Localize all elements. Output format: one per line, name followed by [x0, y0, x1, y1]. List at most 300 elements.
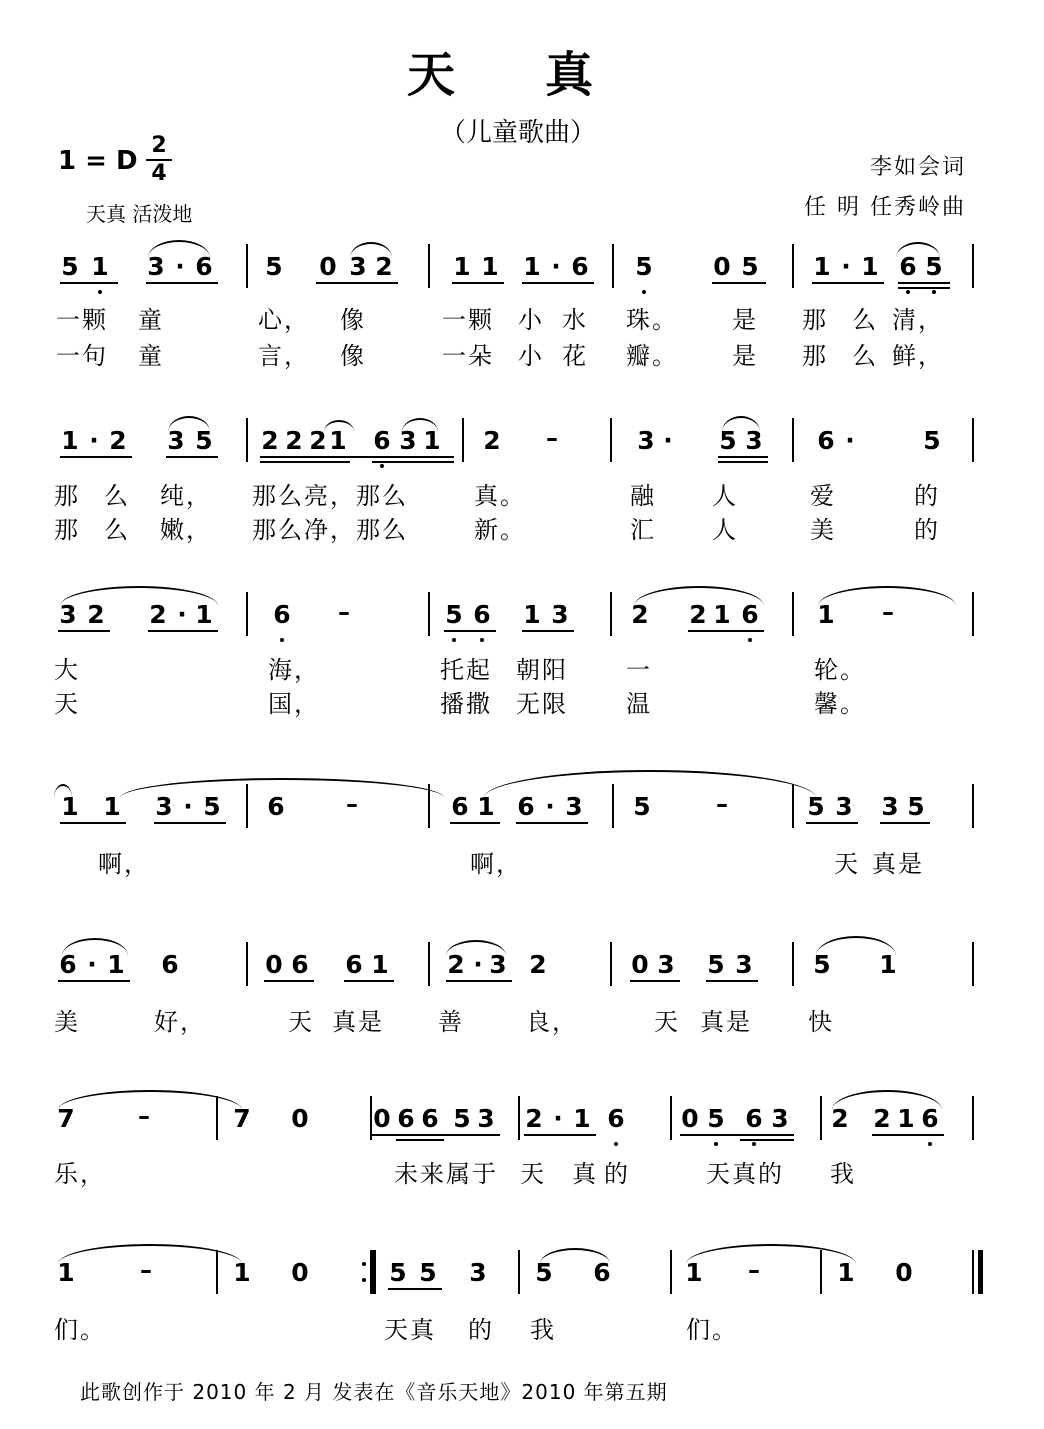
slur-tie [58, 1090, 242, 1110]
bar-line [428, 592, 430, 636]
lyric-verse-2: 么 [104, 516, 130, 544]
note: · [545, 792, 555, 821]
lyric-verse-1: 天 [288, 1008, 314, 1036]
note: 1 [107, 950, 125, 979]
slur-tie [148, 240, 210, 258]
note: 1 [573, 1104, 591, 1133]
beam-underline [706, 980, 758, 982]
note: · [175, 252, 185, 281]
lower-octave-dot [452, 638, 456, 642]
lower-octave-dot [932, 290, 936, 294]
beam-underline [688, 630, 764, 632]
note: · [841, 252, 851, 281]
note: 1 [813, 252, 831, 281]
note: 2 [109, 426, 127, 455]
lyric-verse-1: 未来属于 [394, 1160, 498, 1188]
beam-underline [60, 456, 132, 458]
slur-tie [896, 242, 940, 258]
note: 1 [61, 426, 79, 455]
beam-underline [148, 630, 218, 632]
note: 0 [713, 252, 731, 281]
bar-line [972, 1096, 974, 1140]
bar-line [820, 1096, 822, 1140]
note: 1 [371, 950, 389, 979]
note: 3 [489, 950, 507, 979]
lower-octave-dot [906, 290, 910, 294]
note: 5 [453, 1104, 471, 1133]
note: 6 [59, 950, 77, 979]
slur-tie [816, 936, 896, 956]
note: 0 [319, 252, 337, 281]
lower-octave-dot [98, 290, 102, 294]
note: 5 [741, 252, 759, 281]
beam-underline [872, 1134, 944, 1136]
note: · [87, 950, 97, 979]
lower-octave-dot [380, 464, 384, 468]
lyric-verse-1: 像 [340, 306, 366, 334]
note: 6 [517, 792, 535, 821]
beam-underline [522, 282, 594, 284]
note: 0 [373, 1104, 391, 1133]
lyric-verse-1: 那 [802, 306, 828, 334]
lyric-verse-2: 的 [914, 516, 940, 544]
note: 5 [925, 252, 943, 281]
note: · [89, 426, 99, 455]
slur-tie [540, 1248, 610, 1264]
lyric-verse-2: 天 [54, 690, 80, 718]
note: 6 [741, 600, 759, 629]
key-signature: 1 = D [58, 146, 138, 176]
lyric-verse-2: 播撒 [440, 690, 492, 718]
note: 5 [203, 792, 221, 821]
lyric-verse-1: 一颗 [56, 306, 108, 334]
note: 3 [551, 600, 569, 629]
bar-line [428, 244, 430, 288]
note: 3 [637, 426, 655, 455]
lyric-verse-1: 小 [518, 306, 544, 334]
lower-octave-dot [280, 638, 284, 642]
lyric-verse-1: 真是 [700, 1008, 752, 1036]
beam-underline [146, 282, 218, 284]
beam-underline [516, 822, 588, 824]
note: · [551, 252, 561, 281]
note: 2 [689, 600, 707, 629]
beam-underline [60, 282, 118, 284]
bar-line [792, 244, 794, 288]
bar-line [610, 418, 612, 462]
note: · [183, 792, 193, 821]
lyric-verse-1: 乐， [54, 1160, 106, 1188]
note: 5 [807, 792, 825, 821]
note: 7 [57, 1104, 75, 1133]
beam-underline [446, 980, 512, 982]
lyric-verse-2: 汇 [630, 516, 656, 544]
lyric-verse-2: 像 [340, 342, 366, 370]
bar-line [792, 942, 794, 986]
beam-underline [154, 822, 226, 824]
note: 3 [349, 252, 367, 281]
note: 0 [681, 1104, 699, 1133]
lyric-verse-2: 言， [258, 342, 310, 370]
lyric-verse-2: 童 [138, 342, 164, 370]
lyric-verse-2: 嫩， [160, 516, 212, 544]
bar-line [246, 942, 248, 986]
beam-underline [740, 1139, 794, 1141]
lyric-verse-1: 真是 [332, 1008, 384, 1036]
note: 6 [571, 252, 589, 281]
beam-underline [898, 287, 950, 289]
note: 6 [451, 792, 469, 821]
bar-line [518, 1096, 520, 1140]
song-title: 天真 [406, 47, 683, 103]
lyric-verse-1: 那么亮，那么 [252, 482, 408, 510]
lyric-verse-1: 么 [104, 482, 130, 510]
bar-line [462, 418, 464, 462]
lower-octave-dot [480, 638, 484, 642]
lyric-verse-1: 清， [892, 306, 944, 334]
lower-octave-dot [748, 638, 752, 642]
slur-tie [168, 416, 210, 432]
note: 6 [195, 252, 213, 281]
slur-tie [350, 242, 392, 258]
bar-line [792, 592, 794, 636]
note: 6 [817, 426, 835, 455]
composer-credit: 任 明 任秀岭曲 [804, 195, 966, 220]
tempo-marking: 天真 活泼地 [86, 202, 193, 226]
note: 6 [899, 252, 917, 281]
note: 3 [167, 426, 185, 455]
note-dash: – [338, 598, 350, 626]
slur-tie [446, 940, 506, 956]
lyric-verse-2: 温 [626, 690, 652, 718]
note: 6 [397, 1104, 415, 1133]
note-dash: – [138, 1102, 150, 1130]
note: 2 [285, 426, 303, 455]
note: 5 [707, 950, 725, 979]
lyric-verse-1: 良， [526, 1008, 578, 1036]
lyric-verse-1: 融 [630, 482, 656, 510]
note: 5 [445, 600, 463, 629]
lyric-verse-1: 天 [654, 1008, 680, 1036]
note-dash: – [882, 598, 894, 626]
beam-underline [372, 1134, 500, 1136]
bar-line [518, 1250, 520, 1294]
slur-tie [54, 784, 72, 798]
note: 3 [735, 950, 753, 979]
note: 5 [195, 426, 213, 455]
lyric-verse-1: 天真的 [706, 1160, 784, 1188]
beam-underline [806, 822, 858, 824]
note: 3 [881, 792, 899, 821]
time-signature-bottom: 4 [151, 161, 167, 186]
lyric-verse-1: 轮。 [814, 656, 866, 684]
lyric-verse-2: 一朵 [442, 342, 494, 370]
beam-underline [524, 1134, 596, 1136]
note: 3 [399, 426, 417, 455]
slur-tie [324, 420, 354, 432]
beam-underline [718, 456, 768, 458]
note: 1 [103, 792, 121, 821]
lyric-verse-1: 托起 [440, 656, 492, 684]
lyric-verse-1: 爱 [810, 482, 836, 510]
beam-underline [522, 630, 574, 632]
note: 5 [389, 1258, 407, 1287]
note: 5 [923, 426, 941, 455]
beam-underline [712, 282, 766, 284]
note: 1 [57, 1258, 75, 1287]
beam-underline [264, 980, 314, 982]
lyric-verse-2: 那么净，那么 [252, 516, 408, 544]
lyric-verse-2: 瓣。 [626, 342, 678, 370]
slur-tie [58, 1244, 242, 1264]
lower-octave-dot [928, 1142, 932, 1146]
lyric-verse-1: 的 [604, 1160, 630, 1188]
note: 2 [261, 426, 279, 455]
lyric-verse-1: 的 [468, 1316, 494, 1344]
note: 5 [265, 252, 283, 281]
bar-line [610, 942, 612, 986]
slur-tie [722, 416, 760, 432]
note: 3 [155, 792, 173, 821]
bar-line [612, 244, 614, 288]
lyric-verse-1: 们。 [54, 1316, 106, 1344]
footer-note: 此歌创作于 2010 年 2 月 发表在《音乐天地》2010 年第五期 [80, 1380, 668, 1404]
beam-underline [58, 980, 130, 982]
slur-tie [60, 586, 218, 606]
note-dash: – [716, 790, 728, 818]
lyric-verse-1: 美 [54, 1008, 80, 1036]
beam-underline [260, 456, 454, 458]
lyric-verse-2: 那 [54, 516, 80, 544]
note: 2 [149, 600, 167, 629]
note: 6 [607, 1104, 625, 1133]
slur-tie [120, 778, 444, 798]
lower-octave-dot [642, 290, 646, 294]
beam-underline [166, 456, 218, 458]
lyric-verse-1: 一颗 [442, 306, 494, 334]
lyric-verse-1: 珠。 [626, 306, 678, 334]
bar-line [246, 418, 248, 462]
note: · [177, 600, 187, 629]
note: 5 [61, 252, 79, 281]
note: 0 [895, 1258, 913, 1287]
lyric-verse-1: 啊， [470, 850, 522, 878]
note: 2 [483, 426, 501, 455]
beam-underline [898, 282, 950, 284]
lower-octave-dot [752, 1142, 756, 1146]
note: 6 [593, 1258, 611, 1287]
note: 1 [477, 792, 495, 821]
lower-octave-dot [714, 1142, 718, 1146]
note: 6 [473, 600, 491, 629]
slur-tie [818, 586, 956, 606]
note: 5 [535, 1258, 553, 1287]
note: 6 [421, 1104, 439, 1133]
note: 1 [195, 600, 213, 629]
note: 6 [267, 792, 285, 821]
slur-tie [832, 1090, 942, 1110]
note: 6 [921, 1104, 939, 1133]
bar-line [792, 418, 794, 462]
beam-underline [812, 282, 884, 284]
beam-underline [260, 461, 350, 463]
note-dash: – [346, 790, 358, 818]
note: 3 [147, 252, 165, 281]
note: 5 [635, 252, 653, 281]
note: 2 [525, 1104, 543, 1133]
lyric-verse-1: 人 [712, 482, 738, 510]
beam-underline [388, 1288, 442, 1290]
lyric-verse-2: 花 [562, 342, 588, 370]
lyric-verse-1: 么 [852, 306, 878, 334]
lyricist-credit: 李如会词 [869, 155, 966, 180]
beam-underline [680, 1134, 794, 1136]
beam-underline [630, 980, 680, 982]
note: 5 [633, 792, 651, 821]
lyric-verse-2: 是 [732, 342, 758, 370]
lyric-verse-1: 是 [732, 306, 758, 334]
note: 6 [291, 950, 309, 979]
lyric-verse-2: 新。 [474, 516, 526, 544]
bar-line [670, 1250, 672, 1294]
lyric-verse-1: 天真 [384, 1316, 436, 1344]
repeat-bar-thick [372, 1250, 376, 1294]
note-dash: – [546, 424, 558, 452]
time-signature-top: 2 [151, 133, 167, 158]
lyric-verse-1: 朝阳 [516, 656, 568, 684]
bar-line [428, 942, 430, 986]
bar-line [972, 244, 974, 288]
note: 3 [477, 1104, 495, 1133]
lyric-verse-1: 们。 [686, 1316, 738, 1344]
lyric-verse-1: 啊， [98, 850, 150, 878]
note: 0 [291, 1104, 309, 1133]
lower-octave-dot [614, 1142, 618, 1146]
note: 1 [523, 252, 541, 281]
lyric-verse-1: 童 [138, 306, 164, 334]
note: 1 [879, 950, 897, 979]
lyric-verse-1: 真 [572, 1160, 598, 1188]
note: 2 [309, 426, 327, 455]
note: 1 [91, 252, 109, 281]
note: 1 [713, 600, 731, 629]
note: 1 [233, 1258, 251, 1287]
lyric-verse-1: 真。 [474, 482, 526, 510]
note: 6 [345, 950, 363, 979]
note: 0 [265, 950, 283, 979]
lyric-verse-1: 真是 [872, 850, 924, 878]
note: 7 [233, 1104, 251, 1133]
note: 2 [831, 1104, 849, 1133]
note: 5 [813, 950, 831, 979]
note: 3 [771, 1104, 789, 1133]
note: · [553, 1104, 563, 1133]
lyric-verse-1: 大 [54, 656, 80, 684]
note: 6 [161, 950, 179, 979]
slur-tie [484, 770, 816, 798]
bar-line [972, 784, 974, 828]
lyric-verse-1: 我 [530, 1316, 556, 1344]
lyric-verse-1: 那 [54, 482, 80, 510]
note: 1 [481, 252, 499, 281]
note: 6 [273, 600, 291, 629]
note: 5 [419, 1258, 437, 1287]
note: · [845, 426, 855, 455]
lyric-verse-2: 美 [810, 516, 836, 544]
bar-line [972, 592, 974, 636]
note: 5 [707, 1104, 725, 1133]
lyric-verse-2: 一句 [56, 342, 108, 370]
beam-underline [396, 1139, 444, 1141]
note: · [663, 426, 673, 455]
note: 1 [453, 252, 471, 281]
note: 2 [447, 950, 465, 979]
lyric-verse-2: 国， [268, 690, 320, 718]
lyric-verse-1: 善 [438, 1008, 464, 1036]
note: 0 [631, 950, 649, 979]
note-dash: – [748, 1256, 760, 1284]
lyric-verse-2: 鲜， [892, 342, 944, 370]
note: 3 [835, 792, 853, 821]
lyric-verse-1: 纯， [160, 482, 212, 510]
bar-line [972, 942, 974, 986]
note: 2 [529, 950, 547, 979]
note: 3 [657, 950, 675, 979]
note: 2 [87, 600, 105, 629]
beam-underline [880, 822, 930, 824]
beam-underline [718, 461, 768, 463]
note: 2 [631, 600, 649, 629]
note: 1 [897, 1104, 915, 1133]
lyric-verse-1: 的 [914, 482, 940, 510]
lyric-verse-2: 无限 [516, 690, 568, 718]
bar-line [246, 592, 248, 636]
note: 0 [291, 1258, 309, 1287]
lyric-verse-1: 一 [626, 656, 652, 684]
lyric-verse-2: 那 [802, 342, 828, 370]
beam-underline [444, 630, 496, 632]
lyric-verse-1: 水 [562, 306, 588, 334]
lyric-verse-1: 天 [834, 850, 860, 878]
bar-line [610, 592, 612, 636]
note: 1 [837, 1258, 855, 1287]
note: 3 [565, 792, 583, 821]
lyric-verse-1: 海， [268, 656, 320, 684]
beam-underline [60, 822, 126, 824]
slur-tie [62, 938, 128, 956]
note: 1 [861, 252, 879, 281]
note: 1 [61, 792, 79, 821]
note: 1 [423, 426, 441, 455]
lyric-verse-1: 好， [154, 1008, 206, 1036]
note: 6 [745, 1104, 763, 1133]
note: 1 [523, 600, 541, 629]
lyric-verse-2: 小 [518, 342, 544, 370]
note: · [473, 950, 483, 979]
time-signature [146, 134, 172, 186]
bar-line [670, 1096, 672, 1140]
bar-line [972, 1250, 974, 1294]
beam-underline [372, 461, 454, 463]
note-dash: – [140, 1256, 152, 1284]
slur-tie [402, 418, 438, 432]
lyric-verse-1: 天 [520, 1160, 546, 1188]
note: 2 [375, 252, 393, 281]
note: 1 [685, 1258, 703, 1287]
song-subtitle: （儿童歌曲） [439, 118, 596, 148]
note: 3 [59, 600, 77, 629]
bar-line [972, 418, 974, 462]
